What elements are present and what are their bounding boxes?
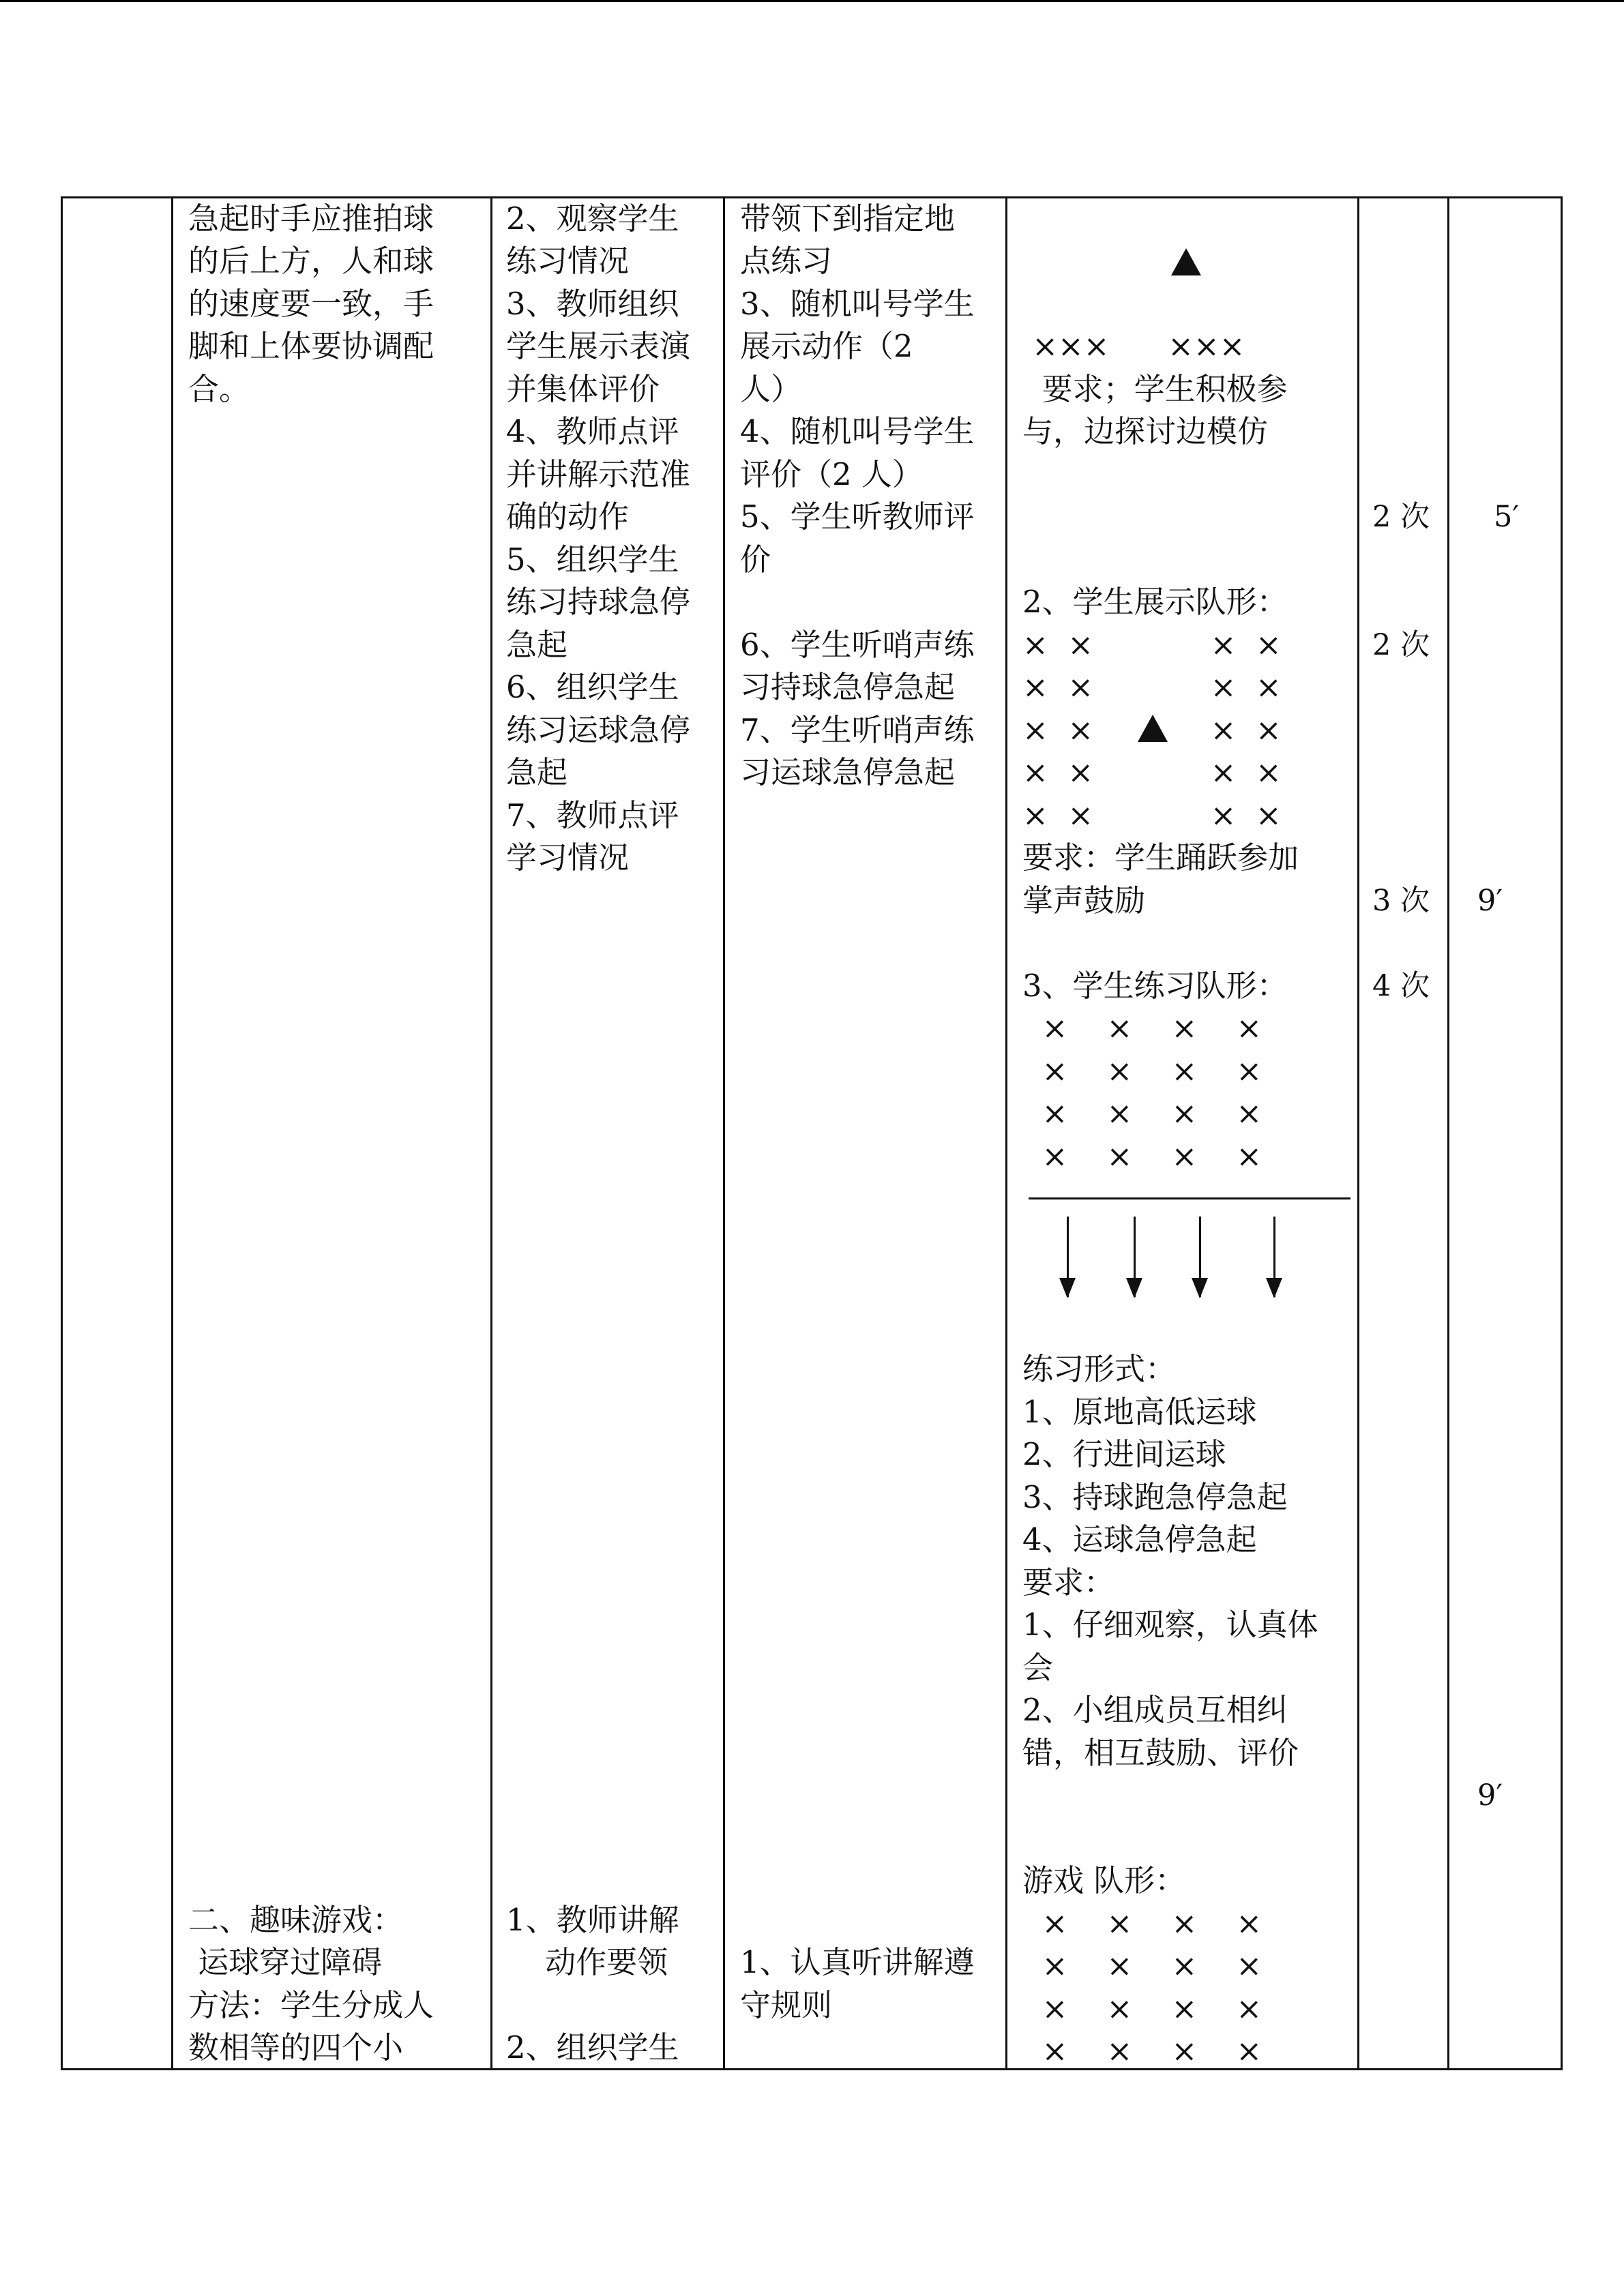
- column-divider-2: [490, 196, 492, 2070]
- down-arrow-icon: [1273, 1217, 1275, 1297]
- show-formation-row: × × × ×: [1022, 627, 1282, 663]
- practice-form-line: 4、运球急停急起: [1022, 1521, 1257, 1557]
- content-line: 的速度要一致，手: [188, 286, 434, 322]
- game-content-line: 方法：学生分成人: [188, 1987, 434, 2023]
- teacher-line: 练习运球急停: [506, 712, 691, 748]
- times-value: 3 次: [1372, 884, 1430, 918]
- teacher-line: 急起: [506, 754, 568, 790]
- student-line: 习持球急停急起: [740, 669, 956, 705]
- practice-form-line: 1、仔细观察，认真体: [1022, 1607, 1318, 1643]
- practice-formation-row: × × × ×: [1022, 1095, 1263, 1131]
- practice-formation-title: 3、学生练习队形：: [1022, 968, 1288, 1004]
- duration-value: 9′: [1477, 1778, 1503, 1813]
- student-line: 习运球急停急起: [740, 754, 956, 790]
- student-game-line: 1、认真听讲解遵: [740, 1944, 975, 1980]
- game-formation-row: × × × ×: [1022, 1991, 1263, 2027]
- teacher-line: 学生展示表演: [506, 328, 691, 364]
- column-divider-1: [171, 196, 173, 2070]
- content-line: 急起时手应推拍球: [188, 200, 434, 237]
- teacher-line: 7、教师点评: [506, 797, 679, 833]
- teacher-marker-triangle-icon: [1171, 248, 1201, 275]
- formation1-requirement: 与，边探讨边模仿: [1022, 413, 1269, 449]
- show-formation-row: × × × ×: [1022, 669, 1282, 705]
- teacher-line: 并讲解示范准: [506, 456, 691, 492]
- duration-value: 9′: [1477, 884, 1503, 918]
- game-formation-row: × × × ×: [1022, 2033, 1263, 2069]
- game-content-line: 数相等的四个小: [188, 2029, 404, 2066]
- show-formation-row: × × × ×: [1022, 712, 1282, 748]
- teacher-line: 急起: [506, 627, 568, 663]
- times-value: 4 次: [1372, 969, 1430, 1003]
- teacher-line: 练习情况: [506, 243, 630, 279]
- practice-form-line: 3、持球跑急停急起: [1022, 1479, 1288, 1515]
- student-line: 人）: [740, 371, 802, 407]
- teacher-line: 学习情况: [506, 839, 630, 876]
- show-formation-row: × × × ×: [1022, 754, 1282, 790]
- times-value: 2 次: [1372, 500, 1430, 534]
- student-line: 7、学生听哨声练: [740, 712, 975, 748]
- teacher-marker-triangle-icon: [1138, 715, 1168, 742]
- practice-form-line: 会: [1022, 1650, 1054, 1686]
- student-line: 3、随机叫号学生: [740, 286, 975, 322]
- game-formation-title: 游戏 队形：: [1022, 1862, 1186, 1898]
- column-divider-5: [1357, 196, 1359, 2070]
- formation1-row: ××× ×××: [1022, 328, 1245, 364]
- show-formation-row: × × × ×: [1022, 797, 1282, 833]
- formation1-requirement: 要求；学生积极参: [1022, 371, 1288, 407]
- page-top-rule: [0, 0, 1624, 2]
- teacher-line: 5、组织学生: [506, 541, 679, 578]
- teacher-game-line: 1、教师讲解: [506, 1902, 679, 1938]
- practice-formation-row: × × × ×: [1022, 1010, 1263, 1046]
- show-requirement: 要求：学生踊跃参加: [1022, 839, 1299, 876]
- teacher-game-line: 2、组织学生: [506, 2029, 679, 2066]
- times-value: 2 次: [1372, 628, 1430, 662]
- teacher-line: 并集体评价: [506, 371, 660, 407]
- game-content-line: 运球穿过障碍: [188, 1944, 383, 1980]
- student-line: 点练习: [740, 243, 833, 279]
- column-divider-6: [1447, 196, 1449, 2070]
- show-requirement: 掌声鼓励: [1022, 882, 1146, 919]
- practice-form-line: 练习形式：: [1022, 1351, 1177, 1387]
- duration-value: 5′: [1494, 500, 1520, 534]
- teacher-line: 练习持球急停: [506, 584, 691, 620]
- practice-formation-row: × × × ×: [1022, 1138, 1263, 1174]
- student-game-line: 守规则: [740, 1987, 833, 2023]
- down-arrow-icon: [1067, 1217, 1069, 1297]
- teacher-game-line: 动作要领: [506, 1944, 668, 1980]
- practice-form-line: 1、原地高低运球: [1022, 1394, 1257, 1430]
- down-arrow-icon: [1134, 1217, 1136, 1297]
- practice-formation-row: × × × ×: [1022, 1053, 1263, 1089]
- teacher-line: 3、教师组织: [506, 286, 679, 322]
- teacher-line: 2、观察学生: [506, 200, 679, 237]
- student-line: 6、学生听哨声练: [740, 627, 975, 663]
- student-line: 价: [740, 541, 771, 578]
- show-formation-title: 2、学生展示队形：: [1022, 584, 1288, 620]
- student-line: 4、随机叫号学生: [740, 413, 975, 449]
- game-content-line: 二、趣味游戏：: [188, 1902, 404, 1938]
- teacher-line: 确的动作: [506, 498, 630, 535]
- content-line: 的后上方，人和球: [188, 243, 434, 279]
- content-line: 脚和上体要协调配: [188, 328, 434, 364]
- game-formation-row: × × × ×: [1022, 1948, 1263, 1984]
- student-line: 评价（2 人）: [740, 456, 923, 492]
- game-formation-row: × × × ×: [1022, 1905, 1263, 1941]
- down-arrow-icon: [1199, 1217, 1201, 1297]
- teacher-line: 6、组织学生: [506, 669, 679, 705]
- column-divider-4: [1005, 196, 1007, 2070]
- practice-form-line: 要求：: [1022, 1564, 1115, 1600]
- practice-form-line: 2、小组成员互相纠: [1022, 1692, 1288, 1728]
- teacher-line: 4、教师点评: [506, 413, 679, 449]
- column-divider-3: [723, 196, 725, 2070]
- baseline-line: [1029, 1197, 1350, 1199]
- student-line: 5、学生听教师评: [740, 498, 975, 535]
- practice-form-line: 错，相互鼓励、评价: [1022, 1735, 1299, 1771]
- student-line: 展示动作（2: [740, 328, 913, 364]
- content-line: 合。: [188, 371, 250, 407]
- practice-form-line: 2、行进间运球: [1022, 1436, 1226, 1472]
- student-line: 带领下到指定地: [740, 200, 956, 237]
